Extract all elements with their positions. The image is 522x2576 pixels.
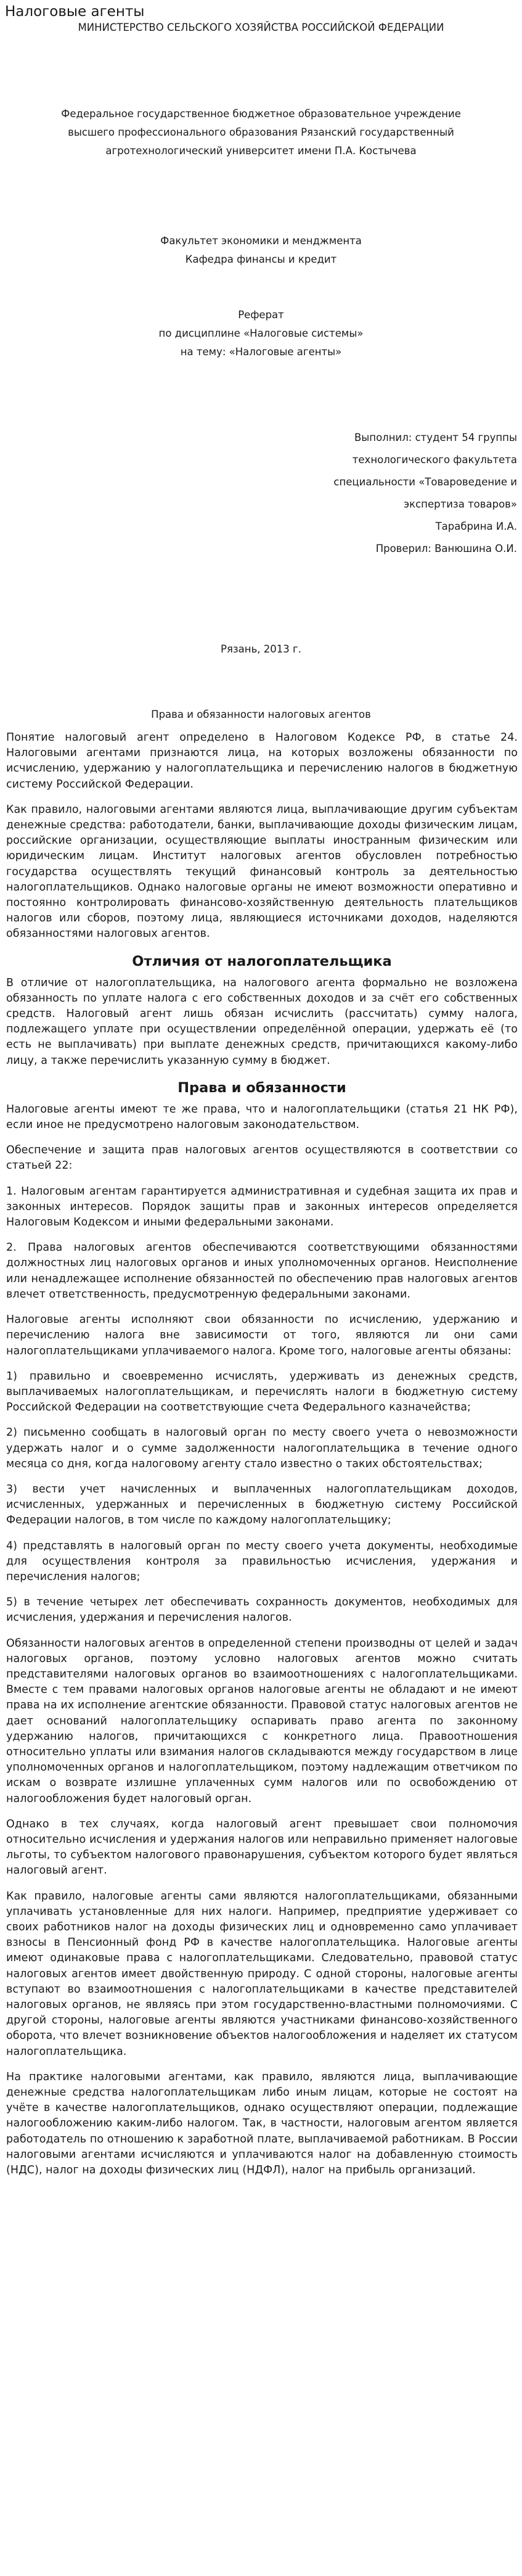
university-line: агротехнологический университет имени П.А. Костычева	[105, 145, 417, 157]
faculty-line: Факультет экономики и менджмента	[160, 235, 362, 247]
department-line: Кафедра финансы и кредит	[185, 253, 337, 265]
university-line: Федеральное государственное бюджетное образовательное учреждение	[61, 108, 461, 120]
content-title: Права и обязанности налоговых агентов	[151, 709, 371, 720]
author-line: специальности «Товароведение и	[333, 476, 517, 488]
paragraph: Налоговые агенты имеют те же права, что и налогоплательщики (статья 21 НК РФ), если иное не предусмотрено налоговым законодательством.	[6, 1103, 518, 1132]
paragraph: Понятие налоговый агент определено в Налоговом Кодексе РФ, в статье 24. Налоговыми агентами признаются лица, на которых возложены обязанности по исчислению, удержанию у налогоплательщика и перечислению налогов в бюджетную систему Российской Федерации.	[6, 731, 518, 791]
list-item: 1) правильно и своевременно исчислять, удерживать из денежных средств, выплачиваемых налогоплательщикам, и перечислять налоги в бюджетную систему Российской Федерации на соответствующие счета Федерального казначейства;	[6, 1370, 518, 1414]
title-page	[0, 19, 522, 724]
university-block	[0, 105, 522, 160]
paragraph: В отличие от налогоплательщика, на налогового агента формально не возложена обязанность по уплате налога с его собственных доходов и за счёт его собственных средств. Налоговый агент лишь обязан исчислить (рассчитать) сумму налога, подлежащего уплате при осуществлении определённой операции, удержать её (то есть не выплачивать) при выплате денежных средств, причитающихся какому-либо лицу, а также перечислить указанную сумму в бюджет.	[6, 976, 518, 1067]
author-line: экспертиза товаров»	[404, 498, 517, 510]
document-body	[0, 730, 522, 2178]
list-item: 2) письменно сообщать в налоговый орган по месту своего учета о невозможности удержать налог и о сумме задолженности налогоплательщика в течение одного месяца со дня, когда налоговому агенту стало известно о таких обстоятельствах;	[6, 1426, 518, 1470]
document-page	[0, 2, 522, 2178]
paragraph: На практике налоговыми агентами, как правило, являются лица, выплачивающие денежные средства налогоплательщикам либо иным лицам, которые не состоят на учёте в качестве налогоплательщиков, однако осуществляют операции, подлежащие налогообложению каким-либо налогом. Так, в частности, налоговым агентом является работодатель по отношению к заработной плате, выплачиваемой работникам. В России налоговыми агентами исчисляются и уплачиваются налог на добавленную стоимость (НДС), налог на доходы физических лиц (НДФЛ), налог на прибыль организаций.	[6, 2070, 518, 2177]
paragraph: 2. Права налоговых агентов обеспечиваются соответствующими обязанностями должностных лиц налоговых органов и иных уполномоченных органов. Неисполнение или ненадлежащее исполнение обязанностей по обеспечению прав налоговых агентов влечет ответственность, предусмотренную федеральными законами.	[6, 1241, 518, 1301]
paragraph: 1. Налоговым агентам гарантируется административная и судебная защита их прав и законных интересов. Порядок защиты прав и законных интересов определяется Налоговым Кодексом и иными федеральными законами.	[6, 1185, 518, 1229]
work-discipline: по дисциплине «Налоговые системы»	[158, 327, 364, 339]
paragraph: Как правило, налоговыми агентами являются лица, выплачивающие другим субъектам денежные средства: работодатели, банки, выплачивающие доходы физическим лицам, российские организации, осуществляющие выплаты иностранным физическим или юридическим лицам. Институт налоговых агентов обусловлен потребностью государства осуществлять текущий финансовый контроль за деятельностью налогоплательщиков. Однако налоговые органы не имеют возможности оперативно и постоянно контролировать финансово-хозяйственную деятельность плательщиков налогов или сборов, поэтому лица, являющиеся источниками доходов, наделяются обязанностями налоговых агентов.	[6, 803, 518, 940]
work-type: Реферат	[238, 309, 284, 321]
section-heading: Отличия от налогоплательщика	[132, 953, 392, 969]
paragraph: Обеспечение и защита прав налоговых агентов осуществляются в соответствии со статьей 22:	[6, 1144, 518, 1172]
faculty-block	[0, 232, 522, 269]
university-line: высшего профессионального образования Рязанский государственный	[68, 126, 454, 138]
document-title: Налоговые агенты	[5, 4, 145, 20]
work-topic: на тему: «Налоговые агенты»	[180, 346, 342, 358]
author-block	[0, 427, 522, 560]
list-item: 3) вести учет начисленных и выплаченных налогоплательщикам доходов, исчисленных, удержанных и перечисленных в бюджетную систему Российской Федерации налогов, в том числе по каждому налогоплательщику;	[6, 1483, 518, 1527]
paragraph: Как правило, налоговые агенты сами являются налогоплательщиками, обязанными уплачивать установленные для них налоги. Например, предприятие удерживает со своих работников налог на доходы физических лиц и одновременно само уплачивает взносы в Пенсионный фонд РФ в качестве налогоплательщика. Налоговые агенты имеют одинаковые права с налогоплательщиками. Следовательно, правовой статус налоговых агентов имеет двойственную природу. С одной стороны, налоговые агенты вступают во взаимоотношения с налогоплательщиками в качестве представителей налоговых органов, не являясь при этом государственно-властными полномочиями. С другой стороны, налоговые агенты являются участниками финансово-хозяйственного оборота, что влечет возникновение объектов налогообложения и наделяет их статусом налогоплательщика.	[6, 1890, 518, 2058]
author-line: технологического факультета	[352, 454, 517, 466]
paragraph: Однако в тех случаях, когда налоговый агент превышает свои полномочия относительно исчисления и удержания налогов или неправильно применяет налоговые льготы, то субъектом налогового правонарушения, субъектом которого будет являться налоговый агент.	[6, 1817, 518, 1877]
work-block	[0, 306, 522, 361]
paragraph: Налоговые агенты исполняют свои обязанности по исчислению, удержанию и перечислению налога вне зависимости от того, являются ли они сами налогоплательщиками уплачиваемого налога. Кроме того, налоговые агенты обязаны:	[6, 1314, 518, 1357]
list-item: 5) в течение четырех лет обеспечивать сохранность документов, необходимых для исчисления, удержания и перечисления налогов.	[6, 1596, 518, 1624]
ministry-line: МИНИСТЕРСТВО СЕЛЬСКОГО ХОЗЯЙСТВА РОССИЙСКОЙ ФЕДЕРАЦИИ	[78, 22, 444, 33]
paragraph: Обязанности налоговых агентов в определенной степени производны от целей и задач налоговых органов, поэтому условно налоговых агентов можно считать представителями налоговых органов во взаимоотношениях с налогоплательщиками. Вместе с тем правами налоговых органов налоговые агенты не обладают и не имеют права на их исполнение агентские обязанности. Правовой статус налоговых агентов не дает оснований налогоплательщику оспаривать право агента по законному удержанию налогов, причитающихся с конкретного лица. Правоотношения относительно уплаты или взимания налогов складываются между государством в лице уполномоченных органов и налогоплательщиком, поэтому надлежащим ответчиком по искам о возврате излишне уплаченных сумм налогов или по освобождению от налогообложения будет налоговый орган.	[6, 1637, 518, 1805]
author-line: Выполнил: студент 54 группы	[354, 432, 517, 443]
list-item: 4) представлять в налоговый орган по месту своего учета документы, необходимые для осуществления контроля за правильностью исчисления, удержания и перечисления налогов;	[6, 1539, 518, 1583]
city-year: Рязань, 2013 г.	[221, 643, 301, 655]
reviewer-line: Проверил: Ванюшина О.И.	[375, 543, 517, 554]
section-heading: Права и обязанности	[177, 1079, 346, 1096]
author-name: Тарабрина И.А.	[435, 521, 517, 532]
